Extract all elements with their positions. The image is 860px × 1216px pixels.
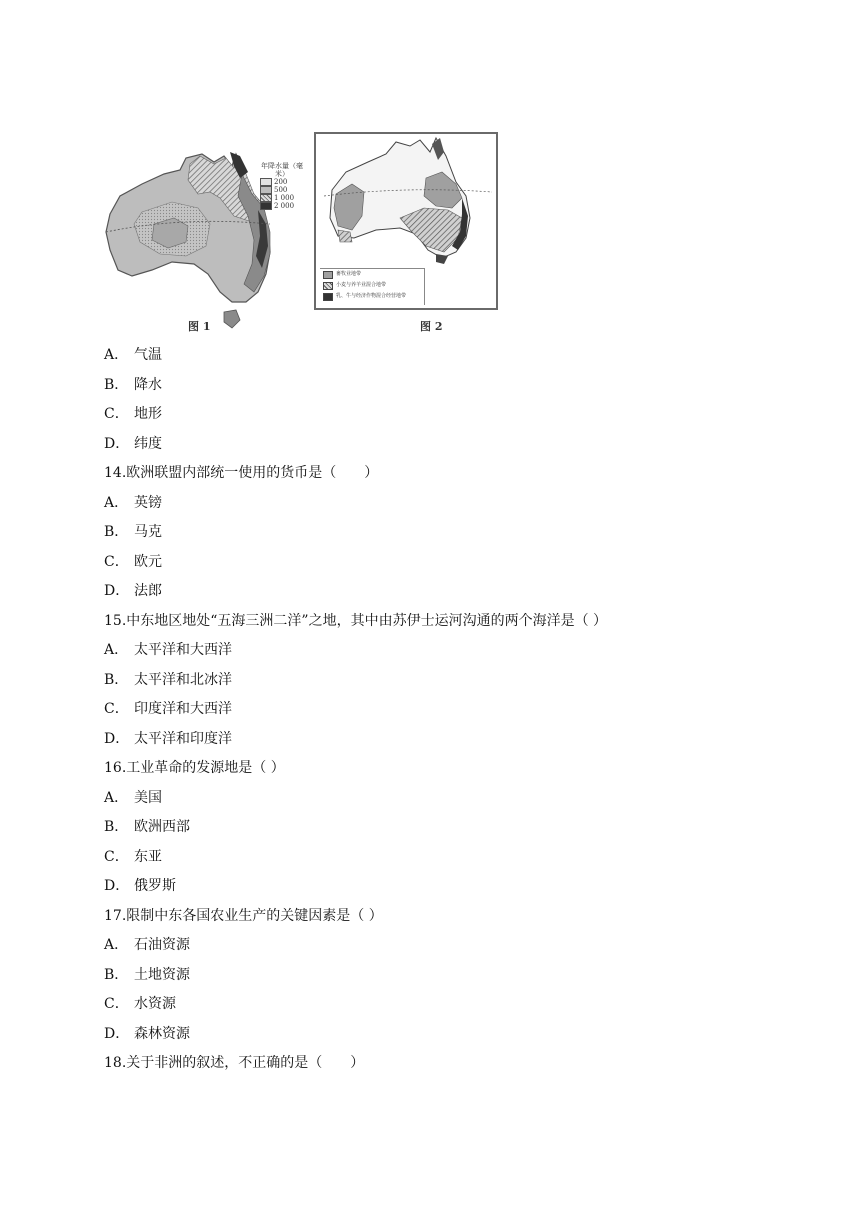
q18-stem: 18.关于非洲的叙述，不正确的是（ ） (104, 1055, 365, 1071)
option-letter: C． (104, 848, 129, 865)
legend-row-wheat-sheep: 小麦与养羊业混合地带 (320, 280, 424, 291)
option-letter: D． (104, 730, 130, 747)
option-letter: A． (104, 642, 129, 658)
option-text: 印度洋和大西洋 (134, 701, 232, 717)
option-text: 石油资源 (134, 937, 190, 953)
option-text: 地形 (134, 406, 162, 422)
q16-option-a[interactable] (104, 784, 804, 814)
q16-stem: 16.工业革命的发源地是（ ） (104, 760, 285, 776)
option-letter: D． (104, 1025, 130, 1042)
option-letter: B． (104, 524, 129, 540)
q15-stem: 15.中东地区地处“五海三洲二洋”之地，其中由苏伊士运河沟通的两个海洋是（ ） (104, 612, 608, 629)
option-text: 降水 (134, 376, 162, 393)
q15-option-d[interactable] (104, 725, 804, 755)
agriculture-map-drawing (316, 134, 492, 270)
australia-maps-figure (100, 128, 500, 334)
figure-1-caption: 图 1 (188, 320, 211, 333)
option-letter: C． (104, 996, 129, 1012)
option-text: 美国 (134, 789, 162, 806)
option-text: 土地资源 (134, 966, 190, 983)
q17-option-c[interactable] (104, 990, 804, 1020)
option-text: 马克 (134, 524, 162, 540)
legend-row-pastoral: 畜牧业地带 (320, 269, 424, 280)
agriculture-legend (320, 268, 425, 305)
q14-option-c[interactable] (104, 548, 804, 578)
option-letter: B． (104, 966, 129, 983)
q16-option-d[interactable] (104, 872, 804, 902)
q15-option-c[interactable] (104, 695, 804, 725)
option-text: 太平洋和北冰洋 (134, 671, 232, 688)
q13-option-d[interactable] (104, 430, 804, 460)
option-letter: D． (104, 435, 130, 452)
option-text: 纬度 (134, 435, 162, 452)
option-text: 气温 (134, 347, 162, 363)
q14-stem: 14.欧洲联盟内部统一使用的货币是（ ） (104, 465, 379, 481)
option-text: 森林资源 (134, 1025, 190, 1042)
q17-option-d[interactable] (104, 1020, 804, 1050)
option-text: 英镑 (134, 494, 162, 511)
option-text: 欧元 (134, 553, 162, 570)
option-letter: B． (104, 671, 129, 688)
precipitation-legend-title: 年降水量（毫米） (261, 162, 303, 178)
option-text: 俄罗斯 (134, 878, 176, 894)
legend-row-2000: 2 000 (260, 202, 304, 210)
q17-option-b[interactable] (104, 961, 804, 991)
q13-option-b[interactable] (104, 371, 804, 401)
option-letter: A． (104, 347, 129, 363)
option-letter: B． (104, 819, 129, 835)
option-text: 太平洋和印度洋 (134, 730, 232, 747)
legend-row-200: 200 (260, 178, 304, 186)
option-letter: C． (104, 701, 129, 717)
option-text: 东亚 (134, 848, 162, 865)
option-letter: C． (104, 406, 129, 422)
legend-row-dairy-crops: 乳、牛与经济作物混合经营地带 (320, 291, 424, 302)
q13-option-a[interactable] (104, 341, 804, 371)
legend-row-500: 500 (260, 186, 304, 194)
q14-option-d[interactable] (104, 577, 804, 607)
option-letter: A． (104, 937, 129, 953)
legend-row-1000: 1 000 (260, 194, 304, 202)
q17-option-a[interactable] (104, 931, 804, 961)
option-letter: A． (104, 789, 129, 806)
option-letter: A． (104, 494, 129, 511)
option-letter: B． (104, 376, 129, 393)
q16-option-b[interactable] (104, 813, 804, 843)
agriculture-map (314, 132, 498, 310)
option-letter: C． (104, 553, 129, 570)
option-text: 水资源 (134, 996, 176, 1012)
q14-option-b[interactable] (104, 518, 804, 548)
precipitation-legend (260, 162, 304, 210)
option-text: 法郎 (134, 583, 162, 599)
q15-option-b[interactable] (104, 666, 804, 696)
figure-2-caption: 图 2 (420, 320, 443, 333)
q14-option-a[interactable] (104, 489, 804, 519)
option-text: 太平洋和大西洋 (134, 642, 232, 658)
q13-option-c[interactable] (104, 400, 804, 430)
question-list (104, 341, 804, 1079)
q17-stem: 17.限制中东各国农业生产的关键因素是（ ） (104, 907, 383, 924)
option-letter: D． (104, 583, 130, 599)
q16-option-c[interactable] (104, 843, 804, 873)
q15-option-a[interactable] (104, 636, 804, 666)
option-text: 欧洲西部 (134, 819, 190, 835)
option-letter: D． (104, 878, 130, 894)
